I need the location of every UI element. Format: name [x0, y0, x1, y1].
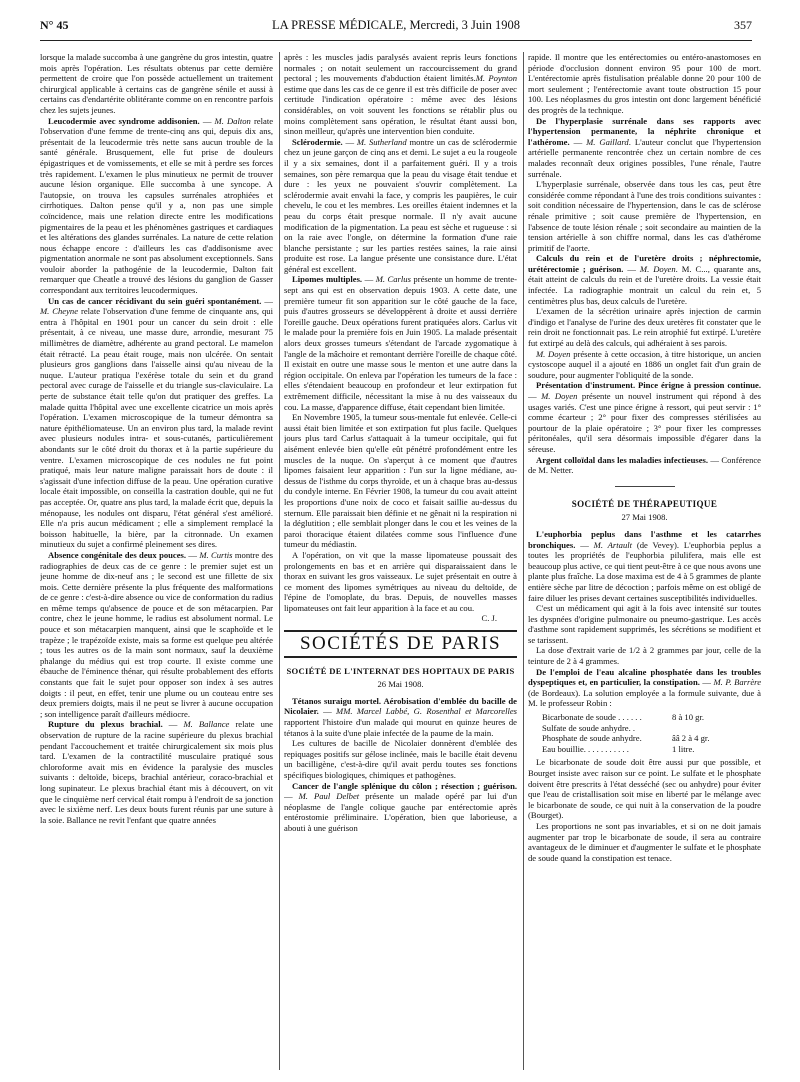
article-text: Conférence de M. Netter. [528, 454, 761, 476]
article-author: M. Ballance [183, 719, 230, 730]
formula-row [542, 723, 761, 734]
article-euphorbia [528, 529, 761, 603]
page-header [40, 10, 752, 41]
article-author: M. Doyen [639, 263, 676, 274]
article-heading: De l'emploi de l'eau alcaline phosphatée dans les troubles dyspeptiques et, en particulier, la constipation. [528, 666, 761, 688]
divider [615, 486, 675, 487]
article-author: M. Carlus [375, 274, 411, 285]
formula-ingredient: Sulfate de soude anhydre. . [542, 722, 636, 733]
formula-row [542, 712, 761, 723]
article-text: estime que dans les cas de ce genre il est très difficile de poser avec certitude l'indication opératoire : même avec des lésions considérables, on voit souvent les fonctions se rétablir plus ou moins complètement sans opération, le résultat étant aussi bon, sinon meilleur, qu'après une intervention bien conduite. [284, 83, 517, 137]
formula-ingredient: Bicarbonate de soude . . . . . . [542, 712, 642, 723]
paragraph: Le bicarbonate de soude doit être aussi pur que possible, et Bourget insiste avec raison sur ce point. Le sulfate et le phosphate doivent être prescrits à l'état desséché (sec ou anhydre) pour éviter que l'eau de cristallisation soit mise en liberté par le mélange avec le bicarbonate de soude, ce qui nuit à la conservation de la poudre (Bourget). [528, 757, 761, 821]
article-author: M. Paul Delbet [298, 791, 360, 802]
separator: — [362, 274, 376, 285]
paragraph: La dose d'extrait varie de 1/2 à 2 grammes par jour, celle de la teinture de 2 à 4 grammes. [528, 645, 761, 667]
separator: — [342, 136, 357, 147]
article-tetanos [284, 696, 517, 738]
separator: — [284, 791, 299, 802]
paragraph: L'examen de la sécrétion urinaire après injection de carmin d'indigo et l'analyse de l'urine des deux uretères fit constater que le rein droit ne fonctionnait pas. Le rein atrophié fut extirpé. L'uretère fut extirpé au delà des calculs, qui adhéraient à ses parois. [528, 306, 761, 349]
article-text: . L'auteur conclut que l'hypertension artérielle permanente rencontrée chez un certain nombre de ces malades reconnaît deux origines possibles, l'une rénale, l'autre surrénale. [528, 136, 761, 179]
article-text: (de Vevey). L'euphorbia peplus a toutes les propriétés de l'euphorbia pilulifera, mais elle est beaucoup plus active, ce qui tient peut-être à ce que nous avons une plante plus fraîche. La dose maxima est de 4 à 5 grammes de plante entière sèche par litre de décoction ; parfois même on est obligé de faire diluer les prises devant certaines susceptibilités individuelles. [528, 539, 761, 603]
session-date: 27 Mai 1908. [621, 512, 668, 523]
issue-number: N° 45 [40, 18, 69, 32]
article-heading: L'euphorbia peplus dans l'asthme et les catarrhes bronchiques. [528, 528, 761, 550]
article-pouces [40, 550, 273, 720]
article-text: relate une observation de rupture de la racine supérieure du plexus brachial pendant l'accouchement et traitée chirurgicalement six mois plus tard. L'examen de la contractilité musculaire pratiqué sous chloroforme avait mis en évidence la paralysie des muscles suivants : deltoïde, biceps, brachial antérieur, coraco-brachial et long supinateur. Le plexus brachial étant mis à découvert, on vit que le cinquième nerf cervical était rompu à l'endroit de sa jonction avec le sixième nerf. Les deux bouts furent réunis par une suture à la soie. Ballance ne revit l'enfant que quatre années [40, 719, 273, 825]
paragraph [284, 52, 517, 137]
article-author: MM. Marcel Labbé, G. Rosenthal et Marcorelles [336, 706, 517, 717]
article-text: (de Bordeaux). La solution employée a la formule suivante, due à M. le professeur Robin : [528, 687, 761, 709]
article-cancer-sein [40, 296, 273, 550]
separator: — [569, 136, 587, 147]
separator: — [261, 295, 273, 306]
article-text: montre des radiographies de deux cas de ce genre : le premier sujet est un jeune homme de dix-neuf ans ; le second est une fillette de six mois. Cette dernière présente la plus fréquente des malformations de ce genre : c'est-à-dire absence ou vice de conformation du radius en même temps qu'absence de pouce et de son métacarpien. Par contre, chez le jeune homme, le radius est absolument normal. Le pouce et son métacarpien manquent, ainsi que le scaphoïde et le trapèze ; le trapézoïde existe, mais sa forme est quelque peu altérée ; tous les autres os de la main sont normaux, sauf la deuxième phalange du médius qui est trop courte. Il existe comme une ébauche de l'éminence thénar, qui résulte probablement des efforts constants que fait le sujet pour opposer son index à ses autres doigts : il peut, en effet, tenir une plume ou un couteau entre ses deux premiers doigts, mais il ne peut se livrer à aucune occupation ; son intelligence paraît d'ailleurs médiocre. [40, 549, 273, 719]
article-author: M. Gaillard [586, 136, 629, 147]
formula-row [542, 733, 761, 744]
separator: — [528, 391, 542, 401]
article-heading: Sclérodermie. [292, 136, 343, 147]
article-author: M. Doyen [536, 348, 571, 359]
article-text: relate l'observation d'une femme de trente-cinq ans qui, depuis dix ans, présentait de la leucodermie très nette sans aucun trouble de la santé générale. Brusquement, elle fut prise de douleurs épigastriques et de vomissements, et elle se mit à perdre ses forces très rapidement. L'examen le plus minutieux ne permit de trouver aucune lésion organique. Elle succomba à une syncope. A l'autopsie, on trouva les capsules surrénales atrophiées et cirrhotiques. Dalton pense qu'il y a, non pas une simple coïncidence, mais une relation directe entre les modifications pigmentaires de la peau et les phénomènes gastriques et cardiaques et les altérations des glandes surrénales. La nature de cette relation nous échappe encore : d'ailleurs les cas d'addisonisme avec pigmentation anormale ne sont pas absolument exceptionnels. Sans vouloir aborder la pathogénie de la leucodermie, Dalton fait remarquer que Cheatle a trouvé des lésions du ganglion de Gasser correspondant aux territoires leucodermiques. [40, 115, 273, 296]
section-banner: SOCIÉTÉS DE PARIS [284, 630, 517, 658]
formula-table [542, 712, 761, 754]
society-heading: SOCIÉTÉ DE L'INTERNAT DES HOPITAUX DE PARIS [286, 665, 515, 676]
article-author: M. P. Barrère [713, 677, 761, 688]
session-date: 26 Mai 1908. [377, 679, 424, 690]
article-heading: Calculs du rein et de l'uretère droits ; néphrectomie, urétérectomie ; guérison. [528, 253, 761, 274]
article-text: . M. C..., quarante ans, était atteint de calculs du rein et de l'uretère droits. La vessie était infectée. La radiographie montrait un calcul du rein et, 5 centimètres plus bas, deux calculs de l'uretère. [528, 263, 761, 306]
article-text: rapportent l'histoire d'un malade qui mourut en quinze heures de tétanos à la suite d'une plaie infectée de la paume de la main. [284, 717, 517, 738]
separator: — [186, 549, 200, 560]
column-rule [279, 52, 280, 1070]
paragraph: Les cultures de bacille de Nicolaier donnèrent d'emblée des repiquages positifs sur gélose inclinée, mais le bacille était devenu un bacilligène, c'est-à-dire qu'il avait perdu toutes ses fonctions spécifiques biologiques, chimiques et pathogènes. [284, 738, 517, 780]
paragraph: rapide. Il montre que les entérectomies ou entéro-anastomoses en période d'occlusion donnent environ 95 pour 100 de mort. L'entérectomie après fistulisation préalable donne 20 pour 100 de mort seulement ; l'entérectomie avant toute obstruction 15 pour 100. Les néoplasmes du gros intestin ont donc largement bénéficié des progrès de la technique. [528, 52, 761, 115]
article-plexus [40, 719, 273, 825]
paragraph: Les proportions ne sont pas invariables, et si on ne doit jamais augmenter par trop le bicarbonate de soude, il sera au contraire avantageux de le diminuer et d'augmenter le sulfate et le phosphate de soude quand la constipation est tenace. [528, 820, 761, 863]
separator: — [318, 706, 337, 717]
article-heading: Argent colloïdal dans les maladies infectieuses. [536, 454, 709, 465]
signature: C. J. [481, 613, 497, 624]
article-argent [528, 455, 761, 476]
column-2 [284, 52, 517, 1076]
article-pince [528, 380, 761, 454]
formula-quantity: 8 à 10 gr. [672, 712, 704, 723]
society-heading: SOCIÉTÉ DE THÉRAPEUTIQUE [571, 498, 718, 509]
paragraph: En Novembre 1905, la tumeur sous-mentale fut enlevée. Celle-ci aussi était bien limitée et son extirpation fut plus facile. Quelques jours plus tard Carlus s'attaquait à la tumeur occipitale, qui fut aisément enlevée bien qu'elle eût pénétré profondément entre les muscles de la nuque. On s'aperçut à ce moment que d'autres lipomes faisaient leur apparition : l'un sur la ligne médiane, au-dessus de l'isthme du corps thyroïde, et un à chaque bras au-dessus du condyle interne. En Février 1908, la tumeur du cou avait atteint les proportions d'une noix de coco et faisait saillie au-dessus du sternum. Elle paraissait bien définie et ne gênait ni la respiration ni la déglutition ; elle semblait plonger dans le cou et les veines de la paroi thoracique étaient dilatées comme sous l'influence d'une tumeur du médiastin. [284, 412, 517, 550]
article-text: présente un homme de trente-sept ans qui est en observation depuis 1903. A cette date, une première tumeur fit son apparition sur le côté gauche de la face, puis d'autres grosseurs se développèrent à droite et aussi derrière l'oreille gauche. Deux opérations furent pratiquées alors. Carlus vit le malade pour la première fois en Juin 1905. La malade présentait alors deux grosses tumeurs s'étendant de l'arcade zygomatique à l'angle de la mâchoire et remontant derrière l'oreille de chaque côté. Il existait en outre une masse sous le menton et une autre dans la région occipitale. On enleva par l'opération les tumeurs de la face : elles s'étendaient beaucoup en profondeur et leur extirpation fut extrêmement difficile, nécessitant la mise à nu des vaisseaux du cou. La masse, d'apparence diffuse, était cependant bien limitée. [284, 274, 517, 412]
article-heading: Leucodermie avec syndrome addisonien. [48, 115, 200, 126]
formula-quantity: 1 litre. [672, 743, 695, 754]
formula-ingredient: Phosphate de soude anhydre. [542, 733, 642, 744]
article-text: relate l'observation d'une femme de cinquante ans, qui entra à l'hôpital en 1901 pour un cancer du sein droit : elle présentait, à ce niveau, une masse dure, arrondie, mesurant 75 millimètres de diamètre, adhérente au grand pectoral. Le mamelon était rétracté. La peau était rouge, mais non ulcérée. On sentait plusieurs gros ganglions dans l'aisselle ainsi qu'au niveau de la nuque. L'auteur pratiqua l'exérèse totale du sein et du grand pectoral avec curage de l'aisselle et du triangle sus-claviculaire. La perte de substance était telle qu'on dut pratiquer des greffes. La malade quitta l'hôpital avec une excellente cicatrice un mois après l'opération. L'examen microscopique de la tumeur démontra sa nature épithéliomateuse. Un an environ plus tard, la malade revint avec plusieurs nodules intra- et sous-cutanés, particulièrement abondants sur le côté droit du thorax et à la partie supérieure du ventre. L'examen microscopique de ces nodules ne fut point pratiqué, mais leur nature maligne paraissait hors de doute : il s'agissait d'une infection diffuse de la peau. Une opération curative locale était impossible, on conseilla la castration double, qui ne fut pas acceptée. Or, quatre ans plus tard, la malade écrit que, depuis la ménopause, les nodules ont disparu, l'état général s'est amélioré. Elle n'a pris aucun médicament ; elle a simplement remplacé la boisson habituelle, la bière, par la citronnade. Un examen minutieux du sujet a confirmé pleinement ses dires. [40, 306, 273, 550]
journal-title: LA PRESSE MÉDICALE, Mercredi, 3 Juin 1908 [272, 18, 520, 32]
column-rule [523, 52, 524, 1070]
article-heading: Tétanos suraigu mortel. Aérobisation d'emblée du bacille de Nicolaier. [284, 695, 517, 717]
formula-ingredient: Eau bouillie. . . . . . . . . . . [542, 743, 629, 754]
article-heading: Cancer de l'angle splénique du côlon ; résection ; guérison. [292, 780, 517, 791]
separator: — [575, 539, 594, 550]
article-author: M. Doyen [541, 391, 578, 401]
article-leucodermie [40, 116, 273, 296]
separator: — [699, 677, 714, 688]
paragraph: L'hyperplasie surrénale, observée dans tous les cas, peut être considérée comme répondant à l'une des trois conditions suivantes : soit condition nécessaire de l'hypertension, dans le cas de sclérose rénale primitive ; soit cause première de l'hypertension, en l'absence de toute lésion rénale ; soit secondaire au maintien de la tension artérielle à son chiffre normal, dans les cas d'athérome primitif de l'aorte. [528, 179, 761, 253]
formula-row [542, 744, 761, 755]
article-text: après : les muscles jadis paralysés avaient repris leurs fonctions normales ; on notait seulement un raccourcissement du grand pectoral ; les mouvements d'abduction étaient limités. [284, 52, 517, 84]
column-3 [528, 52, 761, 1076]
article-author: M. Curtis [199, 549, 233, 560]
article-author: M. Cheyne [40, 306, 79, 317]
page-number: 357 [734, 18, 752, 32]
article-lipomes [284, 274, 517, 412]
article-hyperplasie [528, 116, 761, 180]
article-heading: Un cas de cancer récidivant du sein guéri spontanément. [48, 295, 262, 306]
article-heading: Lipomes multiples. [292, 274, 363, 285]
article-text: présente à cette occasion, à titre historique, un ancien cystoscope auquel il a ajouté en 1886 un onglet fait d'un grain de soudure, pour augmenter l'obliquité de la sonde. [528, 348, 761, 380]
paragraph: lorsque la malade succomba à une gangrène du gros intestin, quatre mois après l'opération. Les résultats obtenus par cette dernière permettent de croire que l'on possède actuellement un traitement chirurgical applicable à certains cas de gangrène sénile et aussi à certains cas d'endartérite oblitérante comme on en rencontre parfois chez les sujets jeunes. [40, 52, 273, 115]
article-author: M. Sutherland [356, 136, 407, 147]
article-text: présente un malade opéré par lui d'un néoplasme de l'angle colique gauche par entérectomie après entérostomie préliminaire. L'opération, bien que laborieuse, a abouti à une guérison [284, 791, 517, 833]
separator: — [708, 454, 722, 465]
separator: — [162, 719, 184, 730]
article-text: présente un nouvel instrument qui répond à des usages variés. C'est une pince érigne à ressort, qui peut servir : 1° comme écarteur ; 2° pour fixer des compresses stérilisées au pourtour de la plaie opératoire ; 3° pour fixer les compresses péritonéales, qu'il sera désormais impossible d'égarer dans la séreuse. [528, 391, 761, 454]
column-1 [40, 52, 273, 1076]
article-author: M. Dalton [214, 115, 251, 126]
article-heading: De l'hyperplasie surrénale dans ses rapports avec l'hypertension permanente, la néphrite chronique et l'athérome. [528, 115, 761, 147]
article-calculs [528, 253, 761, 306]
article-heading: Absence congénitale des deux pouces. [48, 549, 187, 560]
article-cancer-colon [284, 781, 517, 834]
paragraph [528, 349, 761, 381]
article-eau-alcaline [528, 667, 761, 709]
article-author: M. Artault [593, 539, 633, 550]
article-heading: Rupture du plexus brachial. [48, 719, 163, 730]
separator: — [623, 263, 640, 274]
formula-quantity: ââ 2 à 4 gr. [672, 733, 710, 744]
article-heading: Présentation d'instrument. Pince érigne à pression continue. [536, 380, 761, 391]
separator: — [199, 115, 215, 126]
article-sclerodermie [284, 137, 517, 275]
article-text: montre un cas de sclérodermie chez un jeune garçon de cinq ans et demi. Le sujet a eu la rougeole il y a six semaines, dont il a parfaitement guéri. Il y a trois semaines, son père remarqua que la peau du visage était tendue et dure : les yeux ne pouvaient s'ouvrir complètement. La sclérodermie avait envahi la face, y compris les paupières, le cuir chevelu, le cou et les membres. Les oreilles étaient indemnes et la peau du corps était presque normale. Il n'y avait aucune modification de la pigmentation. La peau est sèche et rugueuse : si on la raie avec l'ongle, on détermine la formation d'une raie blanche persistante ; sur les parties restées saines, la raie ainsi produite est rose. La langue présente une consistance dure. L'état général est excellent. [284, 136, 517, 274]
article-author: M. Poynton [475, 73, 517, 84]
paragraph: A l'opération, on vit que la masse lipomateuse poussait des prolongements en bas et en arrière qui disparaissaient dans le thorax en suivant les gros vaisseaux. Le sujet présentait en outre à ce moment des lipomes symétriques au niveau du deltoïde, de l'épine de l'omoplate, du bras. Depuis, de nouvelles masses lipomateuses ont fait leur apparition à la face et au cou. [284, 549, 517, 613]
paragraph: C'est un médicament qui agit à la fois avec intensité sur toutes les dyspnées d'origine pulmonaire ou pneumo-gastrique. Les accès d'asthme sont rapidement supprimés, les sécrétions se modifient et se tarissent. [528, 603, 761, 645]
